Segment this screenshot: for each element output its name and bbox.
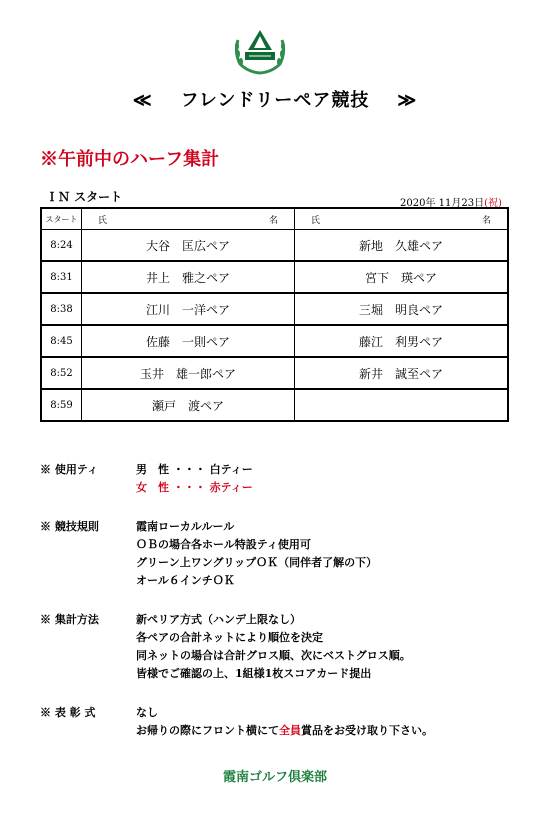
rule-competition-label: ※ 競技規則 [40,520,99,533]
table-row [41,389,508,421]
row-pair-1: 井上 雅之ペア [82,261,295,293]
table-header-row [41,208,508,230]
row-pair-1: 江川 一洋ペア [82,293,295,325]
date-text: 2020年 11月23日 [400,198,485,209]
header-name-1-b: 名 [268,215,278,226]
title-bracket-right: ≫ [397,90,418,111]
awards-line-2-post: 賞品をお受け取り下さい。 [301,724,433,737]
row-pair-1: 大谷 匡広ペア [82,230,295,262]
row-pair-1: 佐藤 一則ペア [82,325,295,357]
rule-awards-label: ※ 表 彰 式 [40,706,96,719]
header-name-2-a: 氏 [310,215,320,226]
awards-line-2 [136,722,433,740]
scoring-line: 新ペリア方式（ハンデ上限なし） [136,613,301,626]
row-time: 8:52 [41,357,82,389]
rule-tee-label: ※ 使用ティ [40,463,98,476]
competition-line: グリーン上ワングリップＯＫ（同伴者了解の下） [136,556,378,569]
row-time: 8:45 [41,325,82,357]
row-time: 8:38 [41,293,82,325]
header-name-1 [82,208,295,230]
competition-line: 霞南ローカルルール [136,520,235,533]
scoring-line: 皆様でご確認の上、1組様1枚スコアカード提出 [136,667,372,680]
event-title [0,86,550,112]
row-pair-2: 三堀 明良ペア [294,293,508,325]
title-text: フレンドリーペア競技 [180,90,370,111]
table-row [41,357,508,389]
row-time: 8:59 [41,389,82,421]
awards-line-2-pre: お帰りの際にフロント横にて [136,724,279,737]
row-pair-1: 玉井 雄一郎ペア [82,357,295,389]
awards-line-2-red: 全員 [279,724,301,737]
table-row [41,293,508,325]
rule-scoring-label: ※ 集計方法 [40,613,99,626]
pairings-table [40,207,509,422]
row-time: 8:31 [41,261,82,293]
row-pair-2: 新井 誠至ペア [294,357,508,389]
club-logo [230,26,290,76]
title-bracket-left: ≪ [132,90,153,111]
row-pair-2 [294,389,508,421]
header-name-2 [294,208,508,230]
row-pair-2: 新地 久雄ペア [294,230,508,262]
row-pair-2: 藤江 利男ペア [294,325,508,357]
table-row [41,230,508,262]
tee-women: 女 性 ・・・ 赤ティー [136,481,253,494]
header-name-2-b: 名 [481,215,491,226]
date-holiday: (祝) [484,198,502,209]
scoring-line: 同ネットの場合は合計グロス順、次にベストグロス順。 [136,649,411,662]
table-row [41,325,508,357]
competition-line: ＯＢの場合各ホール特設ティ使用可 [136,538,311,551]
header-name-1-a: 氏 [97,215,107,226]
row-pair-2: 宮下 瑛ペア [294,261,508,293]
header-start-time: スタート [41,208,82,230]
table-row [41,261,508,293]
row-time: 8:24 [41,230,82,262]
club-name-footer: 霞南ゴルフ倶楽部 [222,770,327,785]
scoring-line: 各ペアの合計ネットにより順位を決定 [136,631,323,644]
row-pair-1: 瀬戸 渡ペア [82,389,295,421]
tee-men: 男 性 ・・・ 白ティー [136,463,253,476]
section-heading: ※午前中のハーフ集計 [40,149,220,170]
start-label: ＩＮ スタート [46,190,123,204]
competition-line: オール６インチＯＫ [136,574,235,587]
awards-line-1: なし [136,706,158,719]
